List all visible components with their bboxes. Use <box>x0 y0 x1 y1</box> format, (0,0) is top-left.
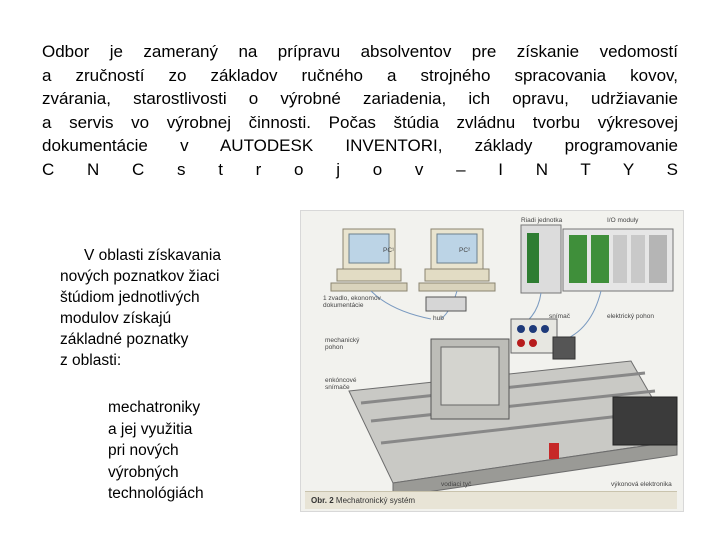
pc-left-label: PC¹ <box>383 247 395 254</box>
intro-line-5: dokumentácie v AUTODESK INVENTORI, základy programovanie <box>42 136 678 155</box>
bullet-line-5: technológiách <box>108 485 204 502</box>
side-text-line-1: V oblasti získavania <box>84 247 221 264</box>
io-modules-label: I/O moduly <box>607 217 639 224</box>
intro-line-4: a servis vo výrobnej činnosti. Počas štúdia zvládnu tvorbu výkresovej <box>42 112 678 132</box>
bullet-line-4: výrobných <box>108 463 179 481</box>
power-electronics-label: výkonová elektronika <box>611 481 672 488</box>
machine-base <box>349 319 677 497</box>
intro-line-6: C N C s t r o j o v – I N T Y S <box>42 159 678 179</box>
limit-sensors-label: enkóncové snímače <box>325 377 357 391</box>
mechatronic-system-illustration <box>301 211 683 511</box>
side-text-line-2: nových poznatkov žiaci <box>60 268 220 285</box>
guide-rod-label: vodiaci tyč <box>441 481 472 488</box>
figure-caption-number: Obr. 2 <box>311 496 334 505</box>
control-unit <box>521 225 673 293</box>
intro-line-2: a zručností zo základov ručného a strojného spracovania kovov, <box>42 65 678 85</box>
figure-caption-text: Mechatronický systém <box>335 496 416 505</box>
figure-caption <box>305 491 677 509</box>
computer-right <box>419 229 495 291</box>
bullet-line-3: pri nových <box>108 442 179 459</box>
intro-line-3: zvárania, starostlivosti o výrobné zariadenia, ich opravu, udržiavanie <box>42 89 678 108</box>
bullet-line-1: mechatroniky <box>108 399 201 416</box>
bullet-text-block <box>108 397 268 505</box>
electric-drive-label: elektrický pohon <box>607 313 654 320</box>
mechatronic-system-figure <box>300 210 684 512</box>
mechanical-drive-label: mechanický pohon <box>325 337 360 351</box>
control-unit-label: Riadi jednotka <box>521 217 563 224</box>
side-text-line-3: štúdiom jednotlivých <box>60 289 200 306</box>
pc-right-label: PC² <box>459 247 471 254</box>
computer-left <box>331 229 407 291</box>
intro-paragraph <box>42 40 678 181</box>
hub-device <box>426 297 466 311</box>
side-text-line-4: modulov získajú <box>60 310 172 327</box>
bullet-line-2: a jej využitia <box>108 420 193 438</box>
side-text-line-6: z oblasti: <box>60 352 122 369</box>
hub-label: hub <box>433 315 444 322</box>
side-text-line-5: základné poznatky <box>60 331 189 348</box>
sensor-label: snímač <box>549 313 570 320</box>
intro-line-1: Odbor je zameraný na prípravu absolventov pre získanie vedomostí <box>42 42 678 61</box>
documentation-label: 1 zvadlo, ekonomov dokumentácie <box>323 295 381 309</box>
side-text-block <box>60 245 260 371</box>
